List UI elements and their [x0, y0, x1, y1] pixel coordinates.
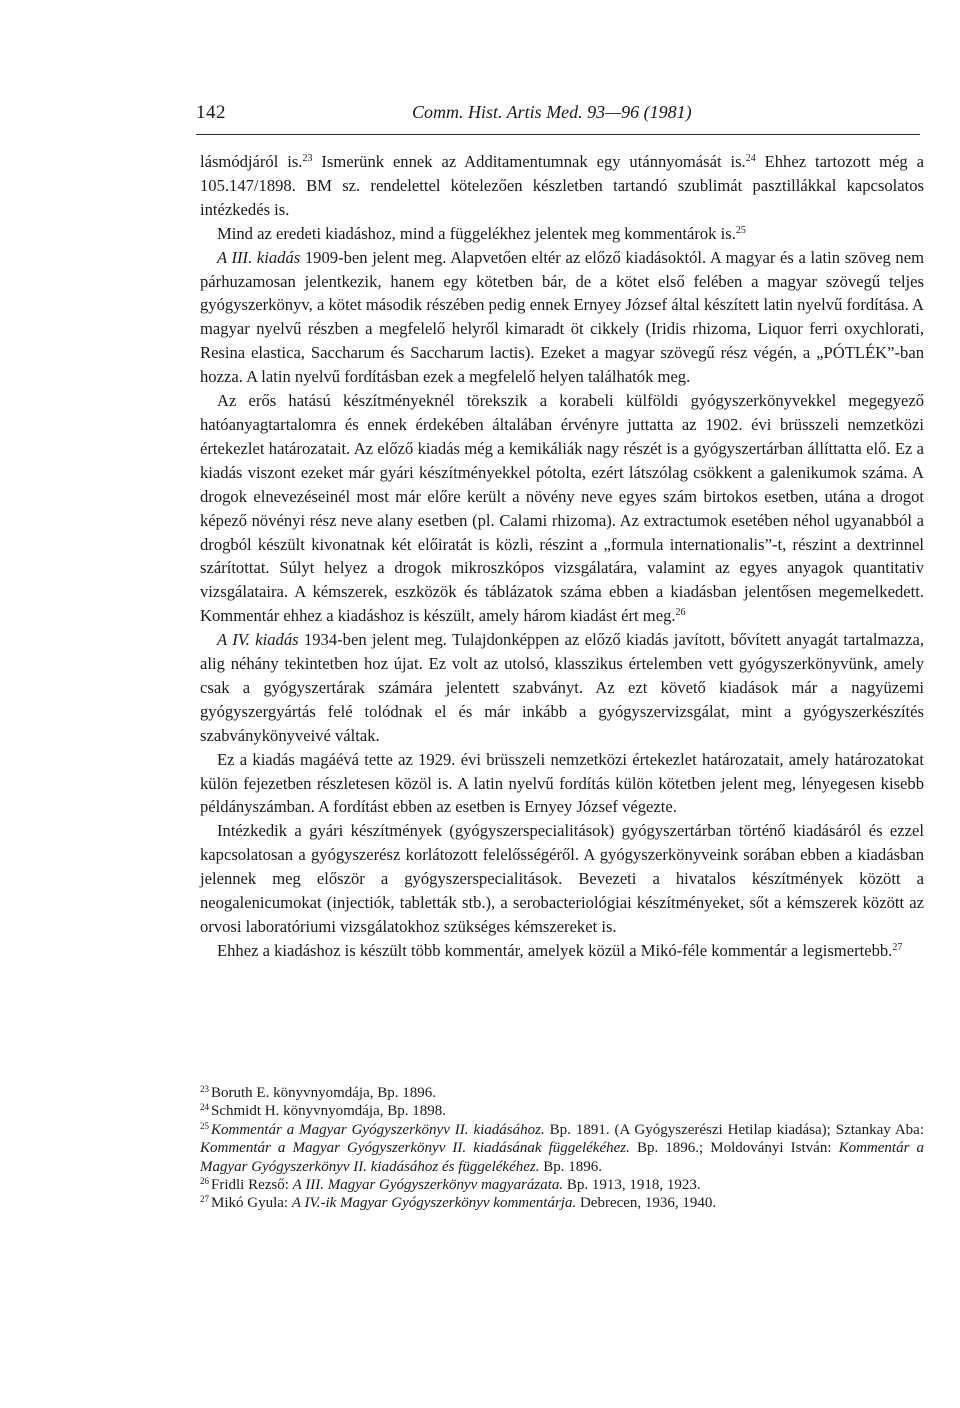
footnote-ref: 27	[892, 941, 903, 953]
paragraph: lásmódjáról is.$^{23}$ Ismerünk ennek az Additamentumnak egy utánnyomását is.$^{24}$ Ehhez tartozott még a 105.147/1898. BM sz. rendelettel kötelezően készletben tartandó szublimát pasztillákkal kapcsolatos intézkedés is.	[200, 152, 924, 219]
journal-citation: Comm. Hist. Artis Med. 93—96 (1981)	[412, 102, 692, 122]
footnote-ref: 26	[675, 607, 686, 619]
footnote: $^{24}$ Schmidt H. könyvnyomdája, Bp. 1898.	[200, 1102, 446, 1120]
paragraph: Ehhez a kiadáshoz is készült több kommentár, amelyek közül a Mikó-féle kommentár a legismertebb.$^{27}$	[217, 940, 903, 960]
footnote: $^{26}$ Fridli Rezső: A III. Magyar Gyógyszerkönyv magyarázata. Bp. 1913, 1918, 1923.	[200, 1176, 701, 1194]
footnote: $^{25}$ Kommentár a Magyar Gyógyszerkönyv II. kiadásához. Bp. 1891. (A Gyógyszerészi Hetilap kiadása); Sztankay Aba: Kommentár a Magyar Gyógyszerkönyv II. kiadásának függelékéhez. Bp. 1896.; Moldoványi István: Kommentár a Magyar Gyógyszerkönyv II. kiadásához és függelékéhez. Bp. 1896.	[200, 1120, 924, 1175]
paragraph: Mind az eredeti kiadáshoz, mind a függelékhez jelentek meg kommentárok is.$^{25}$	[217, 223, 746, 243]
body-text	[200, 150, 924, 963]
running-header	[196, 98, 926, 132]
edition-heading: A IV. kiadás	[217, 630, 299, 650]
paragraph: Ez a kiadás magáévá tette az 1929. évi brüsszeli nemzetközi értekezlet határozatait, amely határozatokat külön fejezetben részletesen közöl is. A latin nyelvű fordítás külön kötetben jelent meg, lényegesen kisebb példányszámban. A fordítást ebben az esetben is Ernyey József végezte.	[200, 749, 924, 817]
paragraph: Intézkedik a gyári készítmények (gyógyszerspecialitások) gyógyszertárban történő kiadásáról és ezzel kapcsolatosan a gyógyszerész korlátozott felelősségéről. A gyógyszerkönyveink sorában ebben a kiadásban jelennek meg először a gyógyszerspecialitások. Bevezeti a hivatalos készítmények között a neogalenicumokat (injectiók, tabletták stb.), a serobacteriológiai készítményeket, sőt a kémszerek között az orvosi laboratóriumi vizsgálatokhoz szükséges kémszereket is.	[200, 821, 924, 936]
footnote: $^{23}$ Boruth E. könyvnyomdája, Bp. 1896.	[200, 1084, 436, 1101]
footnote-ref: 24	[745, 153, 756, 164]
paragraph: A III. kiadás 1909-ben jelent meg. Alapvetően eltér az előző kiadásoktól. A magyar és a latin szöveg nem párhuzamosan jelentkezik, hanem egy kötetben bár, de a kötet első felében a magyar szövegű teljes gyógyszerkönyv, a kötet második részében pedig ennek Ernyey József által készített latin nyelvű fordítása. A magyar nyelvű részben a megfelelő helyről kimaradt öt cikkely (Iridis rhizoma, Liquor ferri oxychlorati, Resina elastica, Saccharum és Saccharum lactis). Ezeket a magyar szövegű rész végén, a „PÓTLÉK”-ban hozza. A latin nyelvű fordításban ezek a megfelelő helyen találhatók meg.	[200, 247, 924, 387]
footnotes	[200, 1084, 924, 1213]
paragraph: Az erős hatású készítményeknél törekszik a korabeli külföldi gyógyszerkönyvekkel megegyező hatóanyagtartalomra és ennek érdekében általában érvényre juttatta az 1902. évi brüsszeli nemzetközi értekezlet határozatait. Az előző kiadás még a kemikáliák nagy részét is a gyógyszertárban állíttatta elő. Ez a kiadás viszont ezeket már gyári készítményekkel pótolta, ezért látszólag csökkent a galenikumok száma. A drogok elnevezéseinél most már előre került a növény neve egyes szám birtokos esetben, utána a drogot képező növényi rész neve alany esetben (pl. Calami rhizoma). Az extractumok esetében néhol ugyanabból a drogból készült kivonatnak két előiratát is közli, részint a „formula internationalis”-t, részint a dextrinnel szárítottat. Súlyt helyez a drogok mikroszkópos vizsgálatára, valamint az egyes anyagok quantitativ vizsgálataira. A kémszerek, eszközök és táblázatok száma ebben a kiadásban jelentősen megemelkedett. Kommentár ehhez a kiadáshoz is készült, amely három kiadást ért meg.$^{26}$	[200, 391, 924, 626]
paragraph: A IV. kiadás 1934-ben jelent meg. Tulajdonképpen az előző kiadás javított, bővített anyagát tartalmazza, alig néhány tekintetben hoz újat. Ez volt az utolsó, klasszikus értelemben vett gyógyszerkönyvünk, amely csak a gyógyszertárak számára jelentett szabványt. Az ezt követő kiadások már a nagyüzemi gyógyszergyártás felé tolódnak el és már inkább a gyógyszervizsgálat, mint a gyógyszerkészítés szabványkönyveivé váltak.	[200, 630, 924, 745]
page-number: 142	[196, 102, 226, 123]
footnote-ref: 25	[735, 224, 746, 236]
footnote: $^{27}$ Mikó Gyula: A IV.-ik Magyar Gyógyszerkönyv kommentárja. Debrecen, 1936, 1940.	[200, 1194, 717, 1212]
header-rule	[196, 134, 920, 135]
edition-heading: A III. kiadás	[217, 247, 301, 267]
footnote-ref: 23	[302, 153, 313, 164]
